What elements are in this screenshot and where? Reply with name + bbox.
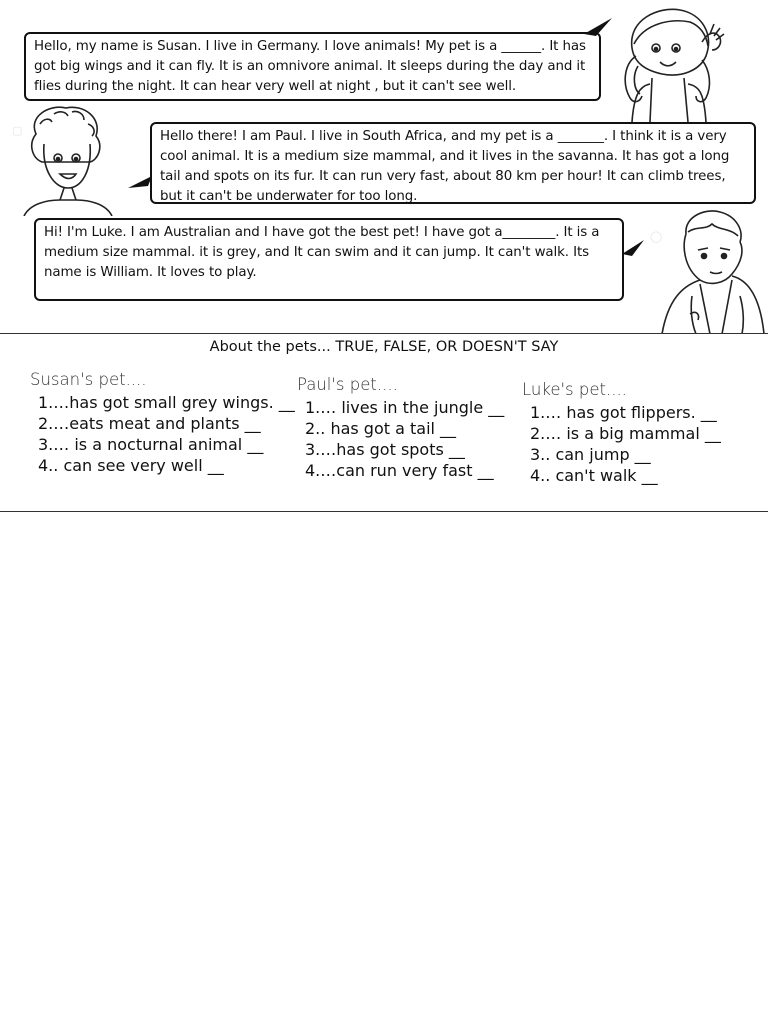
list-item: 3.… is a nocturnal animal __: [38, 435, 264, 454]
watermark: ▢: [12, 124, 23, 137]
bottom-divider: [0, 511, 768, 512]
susan-quiz-list: [30, 392, 295, 476]
watermark: ◯: [650, 230, 663, 243]
list-item: 2.…eats meat and plants __: [38, 414, 261, 433]
list-item: 1.… has got flippers. __: [530, 403, 717, 422]
paul-quiz-list: [297, 397, 504, 481]
list-item: 2.… is a big mammal __: [530, 424, 721, 443]
quiz-title: About the pets... TRUE, FALSE, OR DOESN'T SAY: [209, 339, 559, 355]
list-item: 4.. can see very well __: [38, 456, 224, 475]
curly-hair-boy-illustration: [10, 104, 120, 216]
luke-text: Hi! I'm Luke. I am Australian and I have got the best pet! I have got a________. It is a medium size mammal. it is grey, and It can swim and it can jump. It can't walk. Its name is William. It loves to play.: [44, 225, 600, 280]
luke-bubble-tail: [620, 238, 646, 260]
susan-quiz-title: Susan's pet....: [30, 370, 147, 389]
paul-text: Hello there! I am Paul. I live in South Africa, and my pet is a _______. I think it is a very cool animal. It is a medium size mammal, and it lives in the savanna. It has got a long tail and spots on its fur. It can run very fast, about 80 km per hour! It can climb trees, but it can't be underwater for too long.: [160, 129, 730, 204]
luke-quiz-column: [522, 380, 721, 486]
list-item: 1.… lives in the jungle __: [305, 398, 505, 417]
paul-speech-bubble: [150, 122, 756, 204]
list-item: 2.. has got a tail __: [305, 419, 457, 438]
list-item: 3.…has got spots __: [305, 440, 465, 459]
list-item: 4.…can run very fast __: [305, 461, 494, 480]
luke-quiz-title: Luke's pet....: [522, 380, 627, 399]
luke-quiz-list: [522, 402, 721, 486]
paul-quiz-title: Paul's pet....: [297, 375, 398, 394]
boy-in-hoodie-illustration: [656, 206, 768, 334]
list-item: 1.…has got small grey wings. __: [38, 393, 295, 412]
list-item: 3.. can jump __: [530, 445, 651, 464]
top-divider: [0, 333, 768, 334]
luke-speech-bubble: [34, 218, 624, 301]
susan-quiz-column: [30, 370, 295, 476]
paul-quiz-column: [297, 375, 504, 481]
susan-speech-bubble: [24, 32, 601, 101]
susan-text: Hello, my name is Susan. I live in Germany. I love animals! My pet is a ______. It has got big wings and it can fly. It is an omnivore animal. It sleeps during the day and it flies during the night. It can hear very well at night , but it can't see well.: [34, 39, 586, 94]
girl-illustration: [610, 4, 730, 122]
list-item: 4.. can't walk __: [530, 466, 658, 485]
